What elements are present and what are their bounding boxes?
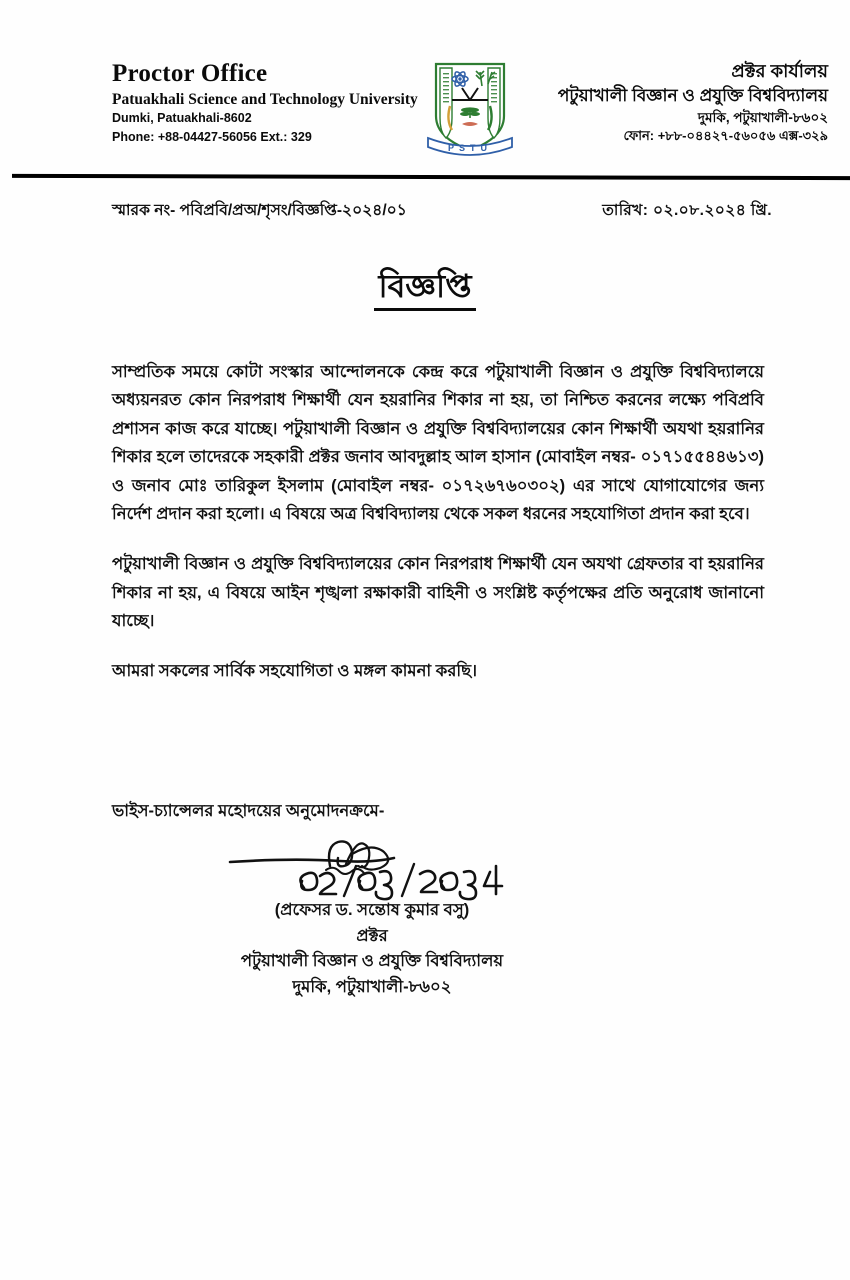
signatory-name: (প্রফেসর ড. সন্তোষ কুমার বসু): [274, 901, 470, 919]
handwritten-signature-icon: [222, 836, 522, 904]
memo-row: [112, 198, 772, 224]
university-name-bangla: পটুয়াখালী বিজ্ঞান ও প্রযুক্তি বিশ্ববিদ্যালয়: [557, 85, 828, 105]
notice-body: [112, 358, 764, 686]
signatory-role: প্রক্টর: [356, 926, 388, 945]
office-name-bangla: প্রক্টর কার্যালয়: [731, 61, 828, 81]
header-divider-rule: [12, 174, 850, 180]
phone-bangla: ফোন: +৮৮-০৪৪২৭-৫৬০৫৬ এক্স-৩২৯: [623, 128, 828, 144]
address-english: Dumki, Patuakhali-8602: [112, 110, 252, 125]
signatory-university: পটুয়াখালী বিজ্ঞান ও প্রযুক্তি বিশ্ববিদ্যালয়: [240, 952, 504, 971]
body-paragraph-3: আমরা সকলের সার্বিক সহযোগিতা ও মঙ্গল কামনা করছি।: [112, 662, 478, 681]
letterhead-bangla-block: [518, 52, 828, 146]
body-paragraph-1: সাম্প্রতিক সময়ে কোটা সংস্কার আন্দোলনকে কেন্দ্র করে পটুয়াখালী বিজ্ঞান ও প্রযুক্তি বিশ্ববিদ্যালয়ে অধ্যয়নরত কোন নিরপরাধ শিক্ষার্থী যেন হয়রানির শিকার না হয়, তা নিশ্চিত করনের লক্ষ্যে পবিপ্রবি প্রশাসন কাজ করে যাচ্ছে। পটুয়াখালী বিজ্ঞান ও প্রযুক্তি বিশ্ববিদ্যালয়ের কোন শিক্ষার্থী অযথা হয়রানির শিকার হলে তাদেরকে সহকারী প্রক্টর জনাব আবদুল্লাহ আল হাসান (মোবাইল নম্বর- ০১৭১৫৫৪৪৬১৩) ও জনাব মোঃ তারিকুল ইসলাম (মোবাইল নম্বর- ০১৭২৬৭৬০৩০২) এর সাথে যোগাযোগের জন্য নির্দেশ প্রদান করা হলো। এ বিষয়ে অত্র বিশ্ববিদ্যালয় থেকে সকল ধরনের সহযোগিতা প্রদান করা হবে।: [112, 363, 764, 523]
letterhead: [0, 52, 850, 167]
address-bangla: দুমকি, পটুয়াখালী-৮৬০২: [697, 109, 828, 125]
signatory-address: দুমকি, পটুয়াখালী-৮৬০২: [292, 977, 452, 996]
letterhead-english-block: [112, 52, 418, 146]
signatory-details: [112, 898, 632, 1000]
body-paragraph-2: পটুয়াখালী বিজ্ঞান ও প্রযুক্তি বিশ্ববিদ্যালয়ের কোন নিরপরাধ শিক্ষার্থী যেন অযথা গ্রেফতার বা হয়রানির শিকার না হয়, এ বিষয়ে আইন শৃঙ্খলা রক্ষাকারী বাহিনী ও সংশ্লিষ্ট কর্তৃপক্ষের প্রতি অনুরোধ জানানো যাচ্ছে।: [112, 555, 764, 630]
notice-title-text: বিজ্ঞপ্তি: [374, 268, 475, 311]
office-name-english: Proctor Office: [112, 60, 268, 87]
notice-title: [0, 268, 850, 311]
memo-reference-number: স্মারক নং- পবিপ্রবি/প্রঅ/শৃসং/বিজ্ঞপ্তি-২০২৪/০১: [112, 202, 407, 219]
approval-line: ভাইস-চ্যান্সেলর মহোদয়ের অনুমোদনক্রমে-: [112, 802, 385, 820]
university-name-english: Patuakhali Science and Technology University: [112, 90, 418, 108]
signature-block: [112, 836, 632, 1000]
university-crest-icon: [422, 54, 518, 160]
svg-text:PSTU: PSTU: [447, 143, 492, 153]
phone-english: Phone: +88-04427-56056 Ext.: 329: [112, 130, 312, 144]
memo-date: তারিখ: ০২.০৮.২০২৪ খ্রি.: [602, 202, 772, 219]
